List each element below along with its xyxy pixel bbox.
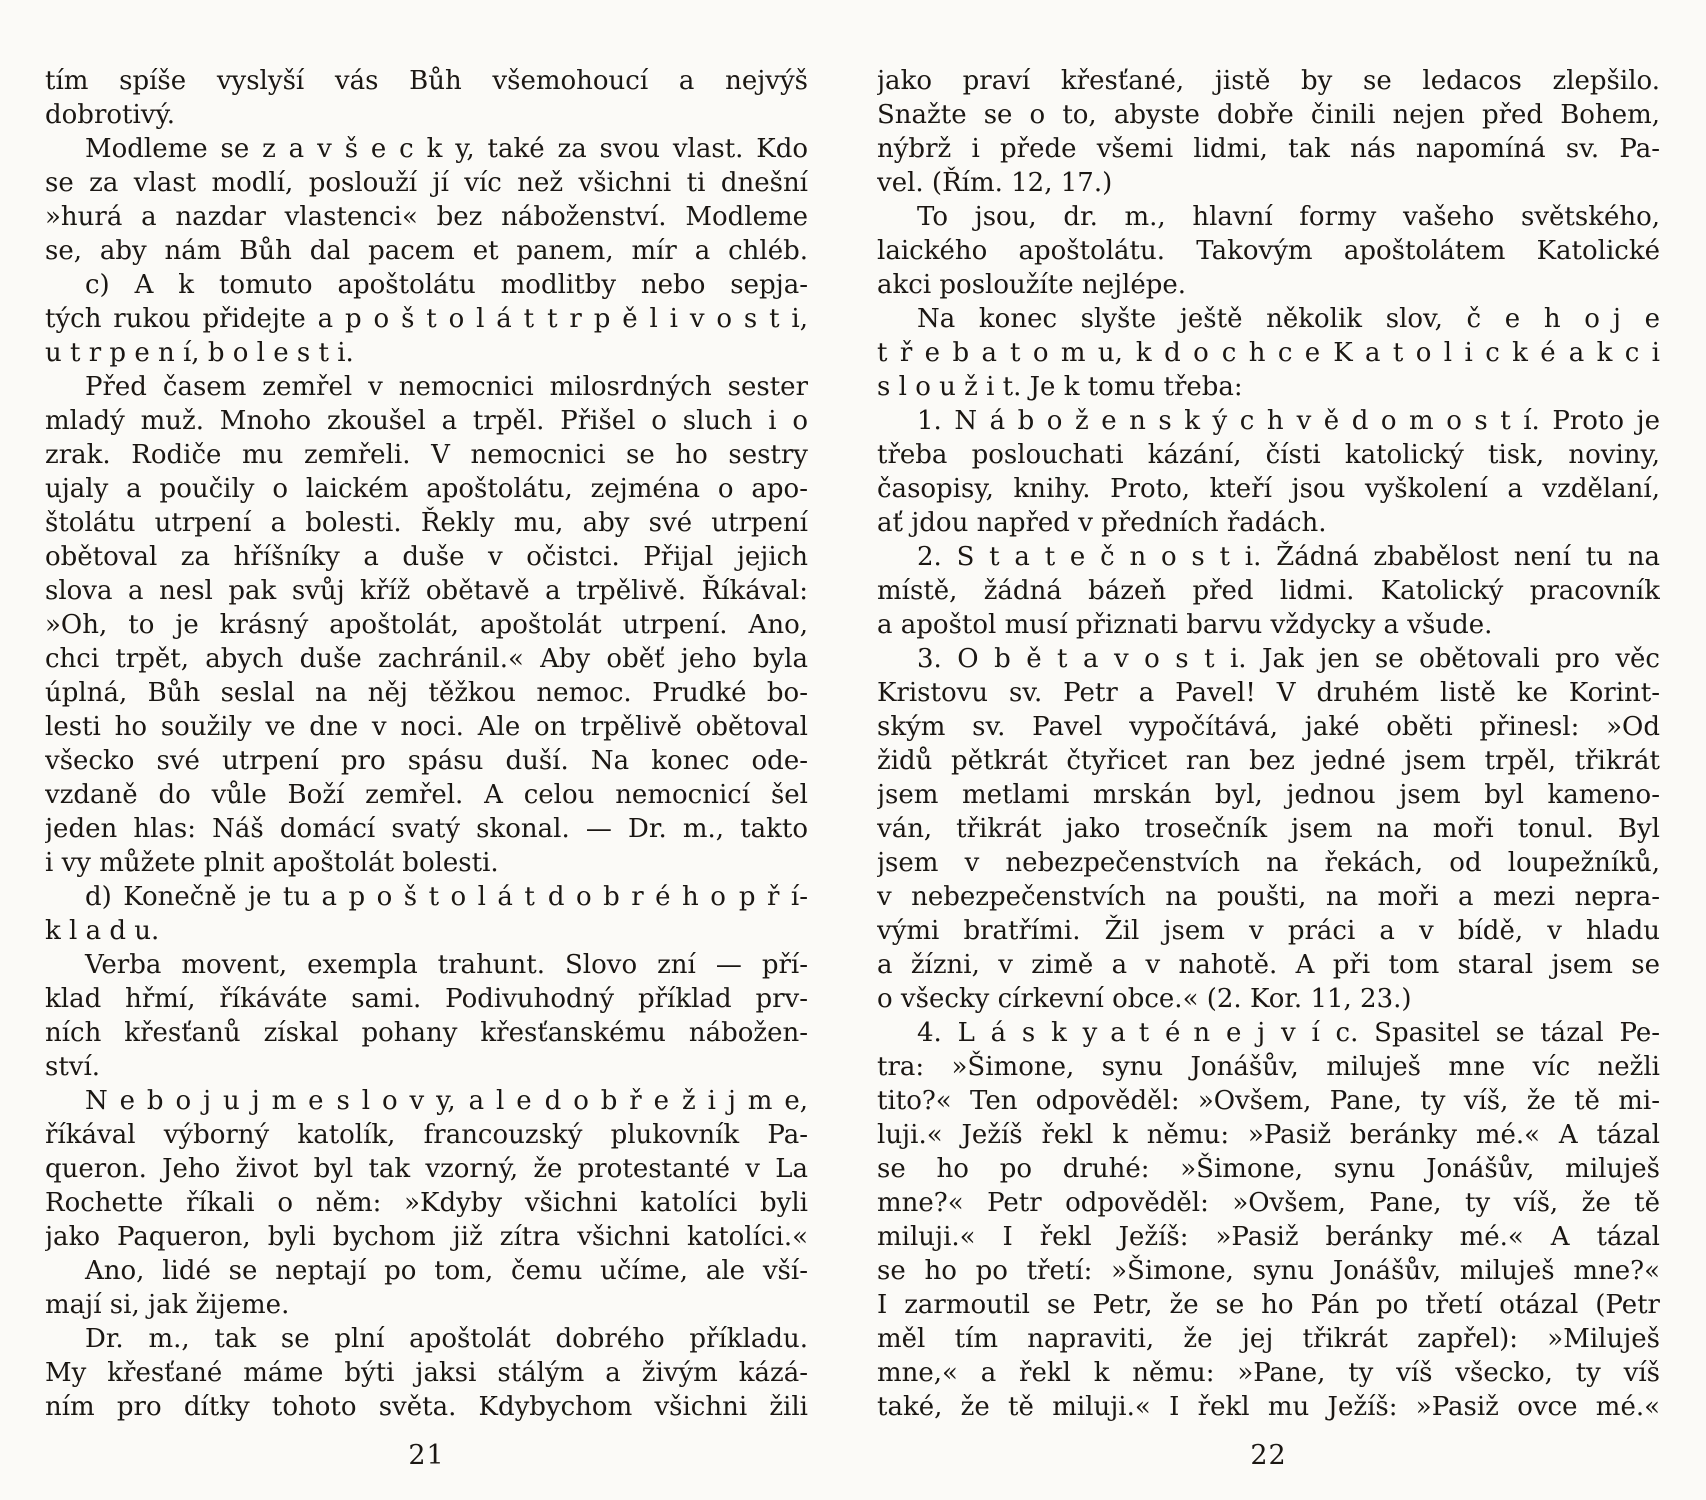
text-line: klad hřmí, říkáváte sami. Podivuhodný příklad prv- — [45, 984, 808, 1014]
text-line: u t r p e n í, b o l e s t i. — [45, 338, 354, 368]
text-line: Modleme se z a v š e c k y, také za svou vlast. Kdo — [85, 134, 808, 164]
text-line: měl tím napraviti, že jej třikrát zapřel): »Miluješ — [877, 1324, 1660, 1354]
text-line: »hurá a nazdar vlastenci« bez náboženství. Modleme — [45, 202, 808, 232]
text-line: štolátu utrpení a bolesti. Řekly mu, aby své utrpení — [45, 508, 808, 538]
text-line: lesti ho soužily ve dne v noci. Ale on trpělivě obětoval — [45, 712, 808, 742]
text-line: všecko své utrpení pro spásu duší. Na konec ode- — [45, 746, 808, 776]
text-line: tých rukou přidejte a p o š t o l á t t r p ě l i v o s t i, — [45, 304, 808, 334]
page-left-number: 21 — [408, 1440, 445, 1471]
text-line: Před časem zemřel v nemocnici milosrdných sester — [85, 372, 808, 402]
text-line: My křesťané máme býti jaksi stálým a živým kázá- — [45, 1358, 808, 1388]
page-left-text — [45, 64, 808, 1424]
text-line: jako praví křesťané, jistě by se ledacos zlepšilo. — [877, 66, 1660, 96]
text-line: k l a d u. — [45, 916, 160, 946]
text-line: a žízni, v zimě a v nahotě. A při tom staral jsem se — [877, 950, 1660, 980]
text-line: s l o u ž i t. Je k tomu třeba: — [877, 372, 1243, 402]
text-line: Verba movent, exempla trahunt. Slovo zní — pří- — [85, 950, 808, 980]
text-line: se, aby nám Bůh dal pacem et panem, mír a chléb. — [45, 236, 808, 266]
text-line: jeden hlas: Náš domácí svatý skonal. — Dr. m., takto — [45, 814, 808, 844]
text-line: c) A k tomuto apoštolátu modlitby nebo sepja- — [85, 270, 808, 300]
text-line: se za vlast modlí, poslouží jí víc než všichni ti dnešní — [45, 168, 808, 198]
text-line: N e b o j u j m e s l o v y, a l e d o b ř e ž i j m e, — [85, 1086, 808, 1116]
text-line: ních křesťanů získal pohany křesťanskému nábožen- — [45, 1018, 808, 1048]
text-line: obětoval za hříšníky a duše v očistci. Přijal jejich — [45, 542, 808, 572]
text-line: ským sv. Pavel vypočítává, jaké oběti přinesl: »Od — [877, 712, 1660, 742]
text-line: 3. O b ě t a v o s t i. Jak jen se obětovali pro věc — [917, 644, 1660, 674]
text-line: 4. L á s k y a t é n e j v í c. Spasitel se tázal Pe- — [917, 1018, 1660, 1048]
text-line: o všecky církevní obce.« (2. Kor. 11, 23.) — [877, 984, 1412, 1014]
text-line: třeba poslouchati kázání, čísti katolický tisk, noviny, — [877, 440, 1660, 470]
text-line: t ř e b a t o m u, k d o c h c e K a t o l i c k é a k c i — [877, 338, 1660, 368]
text-line: Na konec slyšte ještě několik slov, č e h o j e — [917, 304, 1660, 334]
text-line: mladý muž. Mnoho zkoušel a trpěl. Přišel o sluch i o — [45, 406, 808, 436]
text-line: mne?« Petr odpověděl: »Ovšem, Pane, ty víš, že tě — [877, 1188, 1660, 1218]
text-line: vými bratřími. Žil jsem v práci a v bídě, v hladu — [877, 916, 1660, 946]
text-line: 2. S t a t e č n o s t i. Žádná zbabělost není tu na — [917, 542, 1660, 572]
text-line: chci trpět, abych duše zachránil.« Aby oběť jeho byla — [45, 644, 808, 674]
text-line: jako Paqueron, byli bychom již zítra všichni katolíci.« — [45, 1222, 808, 1252]
text-line: vzdaně do vůle Boží zemřel. A celou nemocnicí šel — [45, 780, 808, 810]
text-line: a apoštol musí přiznati barvu vždycky a všude. — [877, 610, 1493, 640]
text-line: ať jdou napřed v předních řadách. — [877, 508, 1327, 538]
text-line: i vy můžete plnit apoštolát bolesti. — [45, 848, 499, 878]
text-line: akci posloužíte nejlépe. — [877, 270, 1187, 300]
text-line: jsem v nebezpečenstvích na řekách, od loupežníků, — [877, 848, 1660, 878]
text-line: ván, třikrát jako trosečník jsem na moři tonul. Byl — [877, 814, 1660, 844]
text-line: židů pětkrát čtyřicet ran bez jedné jsem trpěl, třikrát — [877, 746, 1660, 776]
text-line: také, že tě miluji.« I řekl mu Ježíš: »Pasiž ovce mé.« — [877, 1392, 1660, 1422]
text-line: To jsou, dr. m., hlavní formy vašeho světského, — [917, 202, 1660, 232]
text-line: Kristovu sv. Petr a Pavel! V druhém listě ke Korint- — [877, 678, 1660, 708]
page-right — [877, 64, 1660, 1471]
text-line: luji.« Ježíš řekl k němu: »Pasiž beránky mé.« A tázal — [877, 1120, 1660, 1150]
text-line: říkával výborný katolík, francouzský plukovník Pa- — [45, 1120, 808, 1150]
text-line: Dr. m., tak se plní apoštolát dobrého příkladu. — [85, 1324, 808, 1354]
text-line: Rochette říkali o něm: »Kdyby všichni katolíci byli — [45, 1188, 808, 1218]
text-line: časopisy, knihy. Proto, kteří jsou vyškolení a vzdělaní, — [877, 474, 1660, 504]
text-line: se ho po třetí: »Šimone, synu Jonášův, miluješ mne?« — [877, 1256, 1660, 1286]
text-line: queron. Jeho život byl tak vzorný, že protestanté v La — [45, 1154, 808, 1184]
page-right-number: 22 — [1250, 1440, 1287, 1471]
text-line: nýbrž i přede všemi lidmi, tak nás napomíná sv. Pa- — [877, 134, 1660, 164]
text-line: mají si, jak žijeme. — [45, 1290, 290, 1320]
text-line: ujaly a poučily o laickém apoštolátu, zejména o apo- — [45, 474, 808, 504]
text-line: laického apoštolátu. Takovým apoštolátem Katolické — [877, 236, 1660, 266]
text-line: úplná, Bůh seslal na něj těžkou nemoc. Prudké bo- — [45, 678, 808, 708]
text-line: ství. — [45, 1052, 101, 1082]
text-line: vel. (Řím. 12, 17.) — [877, 168, 1113, 198]
text-line: dobrotivý. — [45, 100, 175, 130]
text-line: mne,« a řekl k němu: »Pane, ty víš všecko, ty víš — [877, 1358, 1660, 1388]
text-line: v nebezpečenstvích na poušti, na moři a mezi nepra- — [877, 882, 1660, 912]
text-line: Ano, lidé se neptají po tom, čemu učíme, ale vší- — [85, 1256, 808, 1286]
text-line: tito?« Ten odpověděl: »Ovšem, Pane, ty víš, že tě mi- — [877, 1086, 1660, 1116]
page-left — [45, 64, 808, 1471]
page-right-text — [877, 64, 1660, 1424]
text-line: I zarmoutil se Petr, že se ho Pán po třetí otázal (Petr — [877, 1290, 1660, 1320]
text-line: jsem metlami mrskán byl, jednou jsem byl kameno- — [877, 780, 1660, 810]
text-line: slova a nesl pak svůj kříž obětavě a trpělivě. Říkával: — [45, 576, 808, 606]
text-line: miluji.« I řekl Ježíš: »Pasiž beránky mé.« A tázal — [877, 1222, 1660, 1252]
text-line: 1. N á b o ž e n s k ý c h v ě d o m o s t í. Proto je — [917, 406, 1660, 436]
text-line: d) Konečně je tu a p o š t o l á t d o b r é h o p ř í- — [85, 882, 808, 912]
text-line: ním pro dítky tohoto světa. Kdybychom všichni žili — [45, 1392, 808, 1422]
text-line: zrak. Rodiče mu zemřeli. V nemocnici se ho sestry — [45, 440, 808, 470]
text-line: místě, žádná bázeň před lidmi. Katolický pracovník — [877, 576, 1660, 606]
text-line: tra: »Šimone, synu Jonášův, miluješ mne víc nežli — [877, 1052, 1660, 1082]
text-line: tím spíše vyslyší vás Bůh všemohoucí a nejvýš — [45, 66, 808, 96]
text-line: Snažte se o to, abyste dobře činili nejen před Bohem, — [877, 100, 1660, 130]
text-line: se ho po druhé: »Šimone, synu Jonášův, miluješ — [877, 1154, 1660, 1184]
text-line: »Oh, to je krásný apoštolát, apoštolát utrpení. Ano, — [45, 610, 808, 640]
